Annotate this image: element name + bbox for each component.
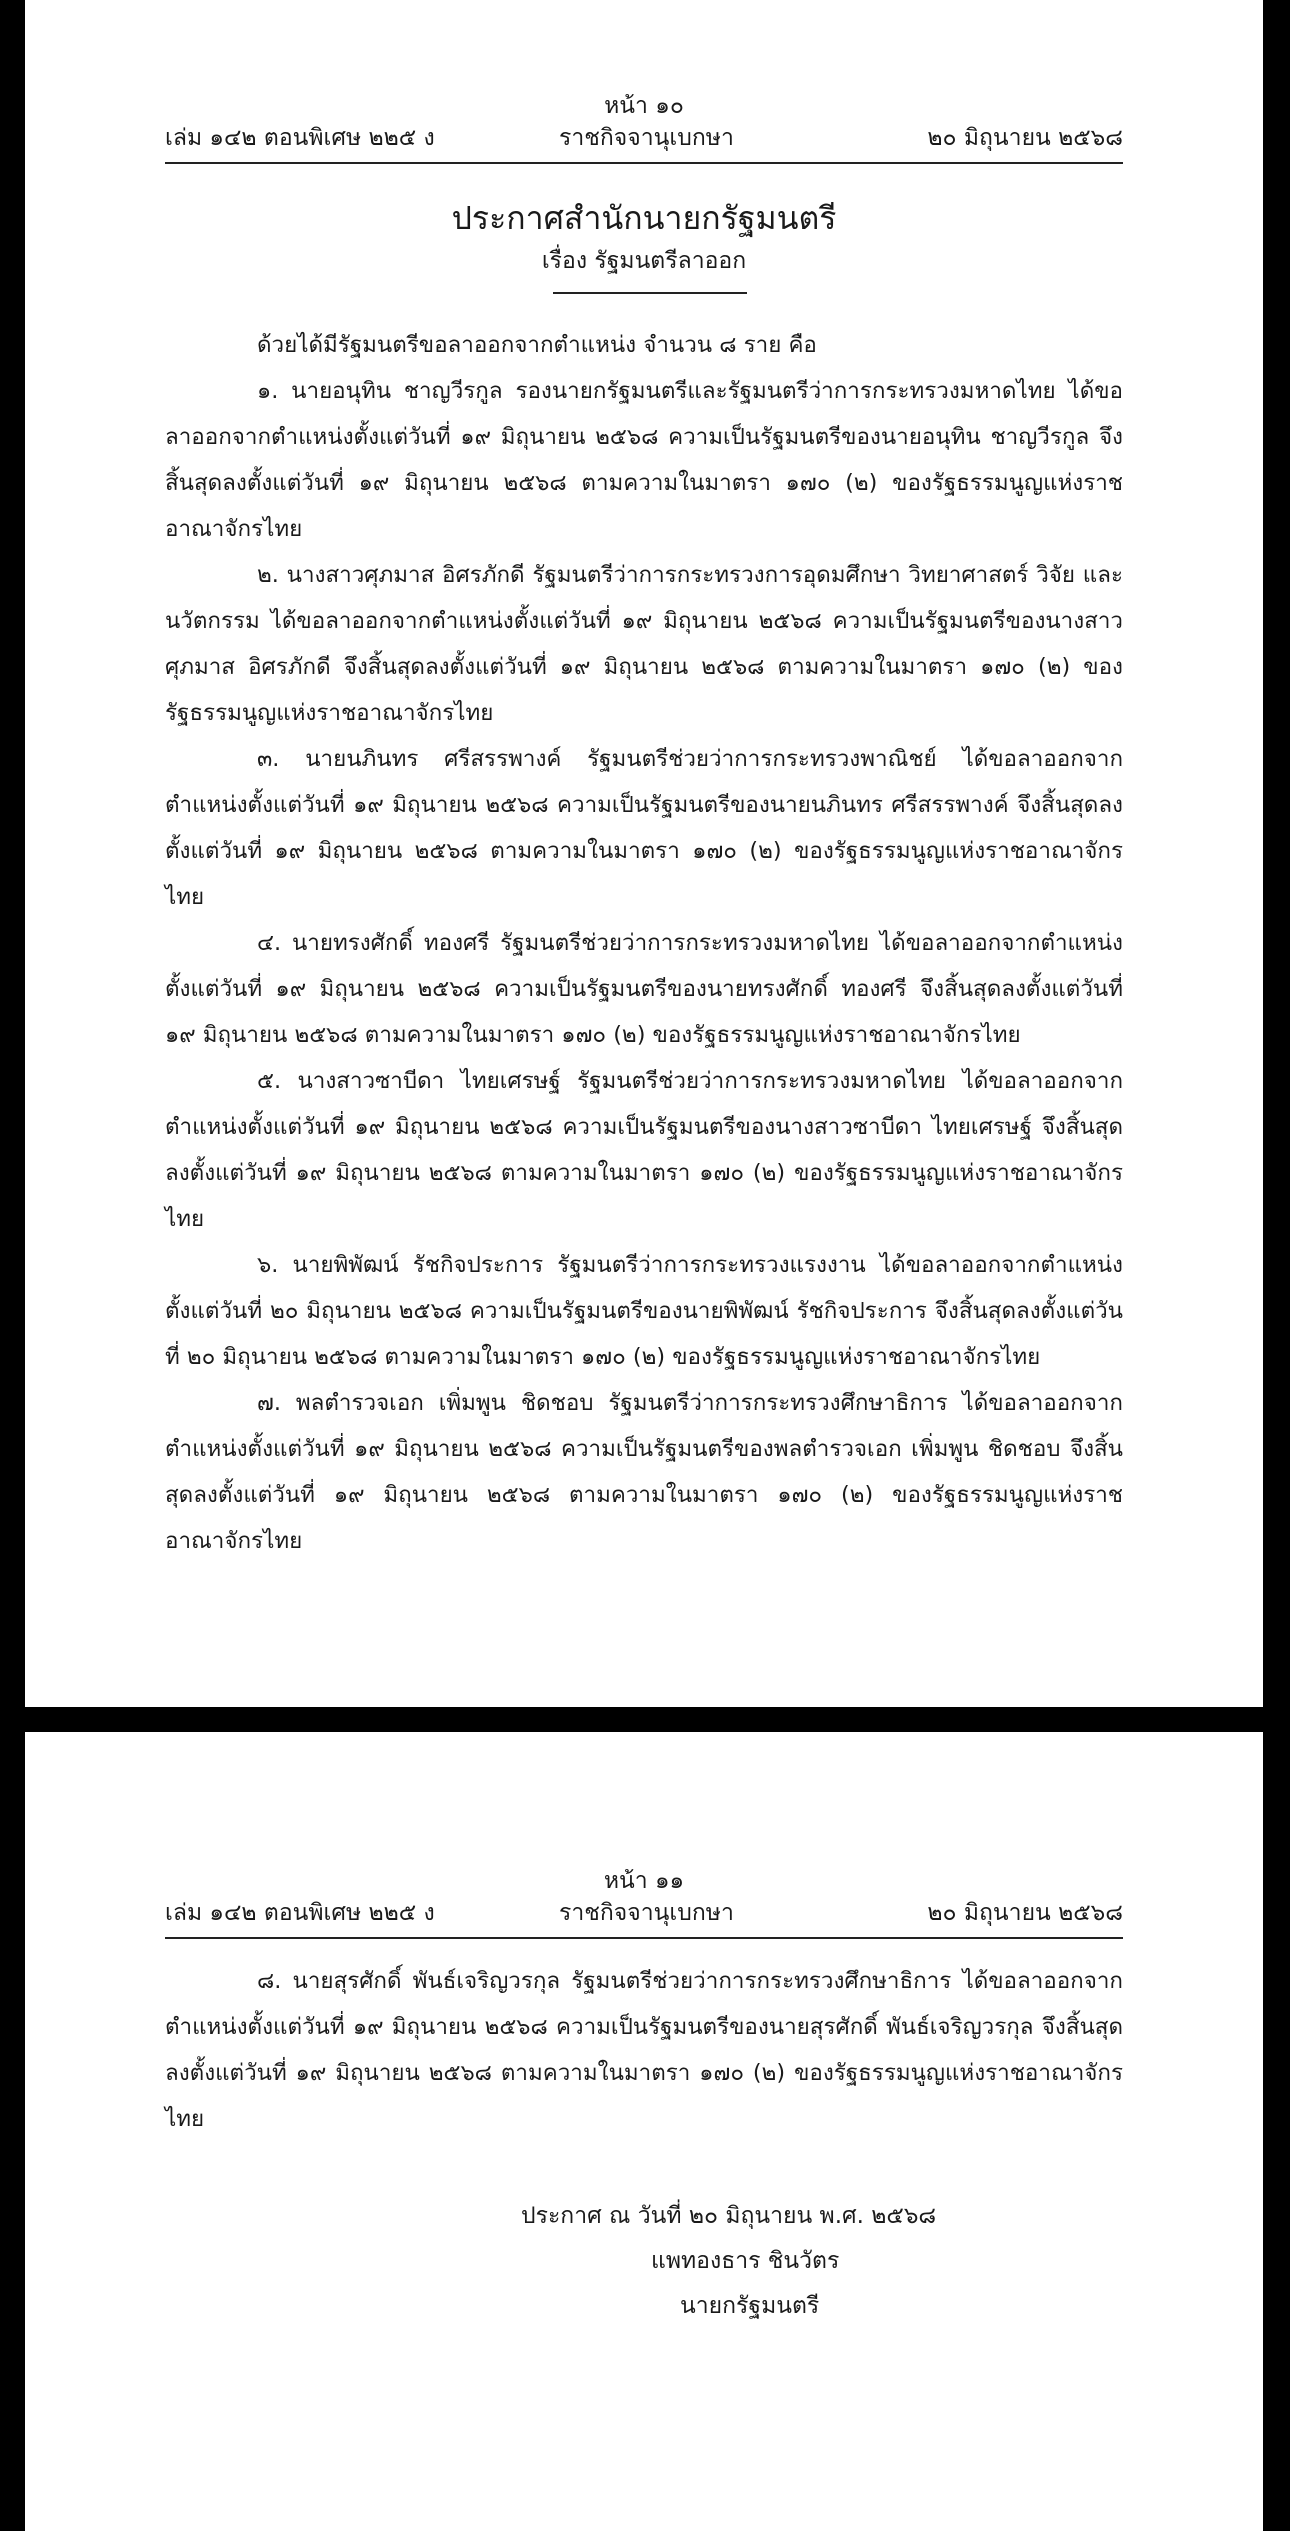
header-gazette-name: ราชกิจจานุเบกษา	[559, 1900, 734, 1926]
page-number: หน้า ๑๑	[603, 1868, 685, 1894]
list-item: ๒. นางสาวศุภมาส อิศรภักดี รัฐมนตรีว่าการกระทรวงการอุดมศึกษา วิทยาศาสตร์ วิจัย และนวัตกรรม ได้ขอลาออกจากตำแหน่งตั้งแต่วันที่ ๑๙ มิถุนายน ๒๕๖๘ ความเป็นรัฐมนตรีของนางสาวศุภมาส อิศรภักดี จึงสิ้นสุดลงตั้งแต่วันที่ ๑๙ มิถุนายน ๒๕๖๘ ตามความในมาตรา ๑๗๐ (๒) ของรัฐธรรมนูญแห่งราชอาณาจักรไทย	[165, 562, 1123, 726]
list-item: ๑. นายอนุทิน ชาญวีรกูล รองนายกรัฐมนตรีและรัฐมนตรีว่าการกระทรวงมหาดไทย ได้ขอลาออกจากตำแหน่งตั้งแต่วันที่ ๑๙ มิถุนายน ๒๕๖๘ ความเป็นรัฐมนตรีของนายอนุทิน ชาญวีรกูล จึงสิ้นสุดลงตั้งแต่วันที่ ๑๙ มิถุนายน ๒๕๖๘ ตามความในมาตรา ๑๗๐ (๒) ของรัฐธรรมนูญแห่งราชอาณาจักรไทย	[165, 378, 1123, 542]
header-volume: เล่ม ๑๔๒ ตอนพิเศษ ๒๒๕ ง	[165, 125, 435, 151]
announcement-title: ประกาศสำนักนายกรัฐมนตรี	[451, 199, 837, 237]
page-number: หน้า ๑๐	[604, 93, 684, 119]
list-item: ๖. นายพิพัฒน์ รัชกิจประการ รัฐมนตรีว่าการกระทรวงแรงงาน ได้ขอลาออกจากตำแหน่งตั้งแต่วันที่ ๒๐ มิถุนายน ๒๕๖๘ ความเป็นรัฐมนตรีของนายพิพัฒน์ รัชกิจประการ จึงสิ้นสุดลงตั้งแต่วันที่ ๒๐ มิถุนายน ๒๕๖๘ ตามความในมาตรา ๑๗๐ (๒) ของรัฐธรรมนูญแห่งราชอาณาจักรไทย	[165, 1252, 1123, 1370]
announcement-date: ประกาศ ณ วันที่ ๒๐ มิถุนายน พ.ศ. ๒๕๖๘	[521, 2203, 937, 2229]
gazette-page-10	[25, 0, 1263, 1707]
list-item: ๘. นายสุรศักดิ์ พันธ์เจริญวรกุล รัฐมนตรีช่วยว่าการกระทรวงศึกษาธิการ ได้ขอลาออกจากตำแหน่งตั้งแต่วันที่ ๑๙ มิถุนายน ๒๕๖๘ ความเป็นรัฐมนตรีของนายสุรศักดิ์ พันธ์เจริญวรกุล จึงสิ้นสุดลงตั้งแต่วันที่ ๑๙ มิถุนายน ๒๕๖๘ ตามความในมาตรา ๑๗๐ (๒) ของรัฐธรรมนูญแห่งราชอาณาจักรไทย	[165, 1968, 1123, 2132]
gazette-header	[165, 122, 1123, 164]
announcement-body	[165, 1958, 1123, 2142]
header-gazette-name: ราชกิจจานุเบกษา	[559, 125, 734, 151]
gazette-page-11	[25, 1732, 1263, 2531]
list-item: ๓. นายนภินทร ศรีสรรพางค์ รัฐมนตรีช่วยว่าการกระทรวงพาณิชย์ ได้ขอลาออกจากตำแหน่งตั้งแต่วันที่ ๑๙ มิถุนายน ๒๕๖๘ ความเป็นรัฐมนตรีของนายนภินทร ศรีสรรพางค์ จึงสิ้นสุดลงตั้งแต่วันที่ ๑๙ มิถุนายน ๒๕๖๘ ตามความในมาตรา ๑๗๐ (๒) ของรัฐธรรมนูญแห่งราชอาณาจักรไทย	[165, 746, 1123, 910]
header-date: ๒๐ มิถุนายน ๒๕๖๘	[927, 1900, 1123, 1926]
announcement-subject: เรื่อง รัฐมนตรีลาออก	[541, 248, 747, 274]
title-underline	[553, 292, 747, 294]
list-item: ๔. นายทรงศักดิ์ ทองศรี รัฐมนตรีช่วยว่าการกระทรวงมหาดไทย ได้ขอลาออกจากตำแหน่งตั้งแต่วันที่ ๑๙ มิถุนายน ๒๕๖๘ ความเป็นรัฐมนตรีของนายทรงศักดิ์ ทองศรี จึงสิ้นสุดลงตั้งแต่วันที่ ๑๙ มิถุนายน ๒๕๖๘ ตามความในมาตรา ๑๗๐ (๒) ของรัฐธรรมนูญแห่งราชอาณาจักรไทย	[165, 930, 1123, 1048]
gazette-header	[165, 1897, 1123, 1939]
header-date: ๒๐ มิถุนายน ๒๕๖๘	[927, 125, 1123, 151]
signatory-position: นายกรัฐมนตรี	[680, 2293, 820, 2319]
list-item: ๗. พลตำรวจเอก เพิ่มพูน ชิดชอบ รัฐมนตรีว่าการกระทรวงศึกษาธิการ ได้ขอลาออกจากตำแหน่งตั้งแต่วันที่ ๑๙ มิถุนายน ๒๕๖๘ ความเป็นรัฐมนตรีของพลตำรวจเอก เพิ่มพูน ชิดชอบ จึงสิ้นสุดลงตั้งแต่วันที่ ๑๙ มิถุนายน ๒๕๖๘ ตามความในมาตรา ๑๗๐ (๒) ของรัฐธรรมนูญแห่งราชอาณาจักรไทย	[165, 1390, 1123, 1554]
signatory-name: แพทองธาร ชินวัตร	[651, 2248, 840, 2274]
announcement-body	[165, 322, 1123, 1564]
header-volume: เล่ม ๑๔๒ ตอนพิเศษ ๒๒๕ ง	[165, 1900, 435, 1926]
intro-paragraph: ด้วยได้มีรัฐมนตรีขอลาออกจากตำแหน่ง จำนวน ๘ ราย คือ	[257, 332, 817, 358]
list-item: ๕. นางสาวซาบีดา ไทยเศรษฐ์ รัฐมนตรีช่วยว่าการกระทรวงมหาดไทย ได้ขอลาออกจากตำแหน่งตั้งแต่วันที่ ๑๙ มิถุนายน ๒๕๖๘ ความเป็นรัฐมนตรีของนางสาวซาบีดา ไทยเศรษฐ์ จึงสิ้นสุดลงตั้งแต่วันที่ ๑๙ มิถุนายน ๒๕๖๘ ตามความในมาตรา ๑๗๐ (๒) ของรัฐธรรมนูญแห่งราชอาณาจักรไทย	[165, 1068, 1123, 1232]
